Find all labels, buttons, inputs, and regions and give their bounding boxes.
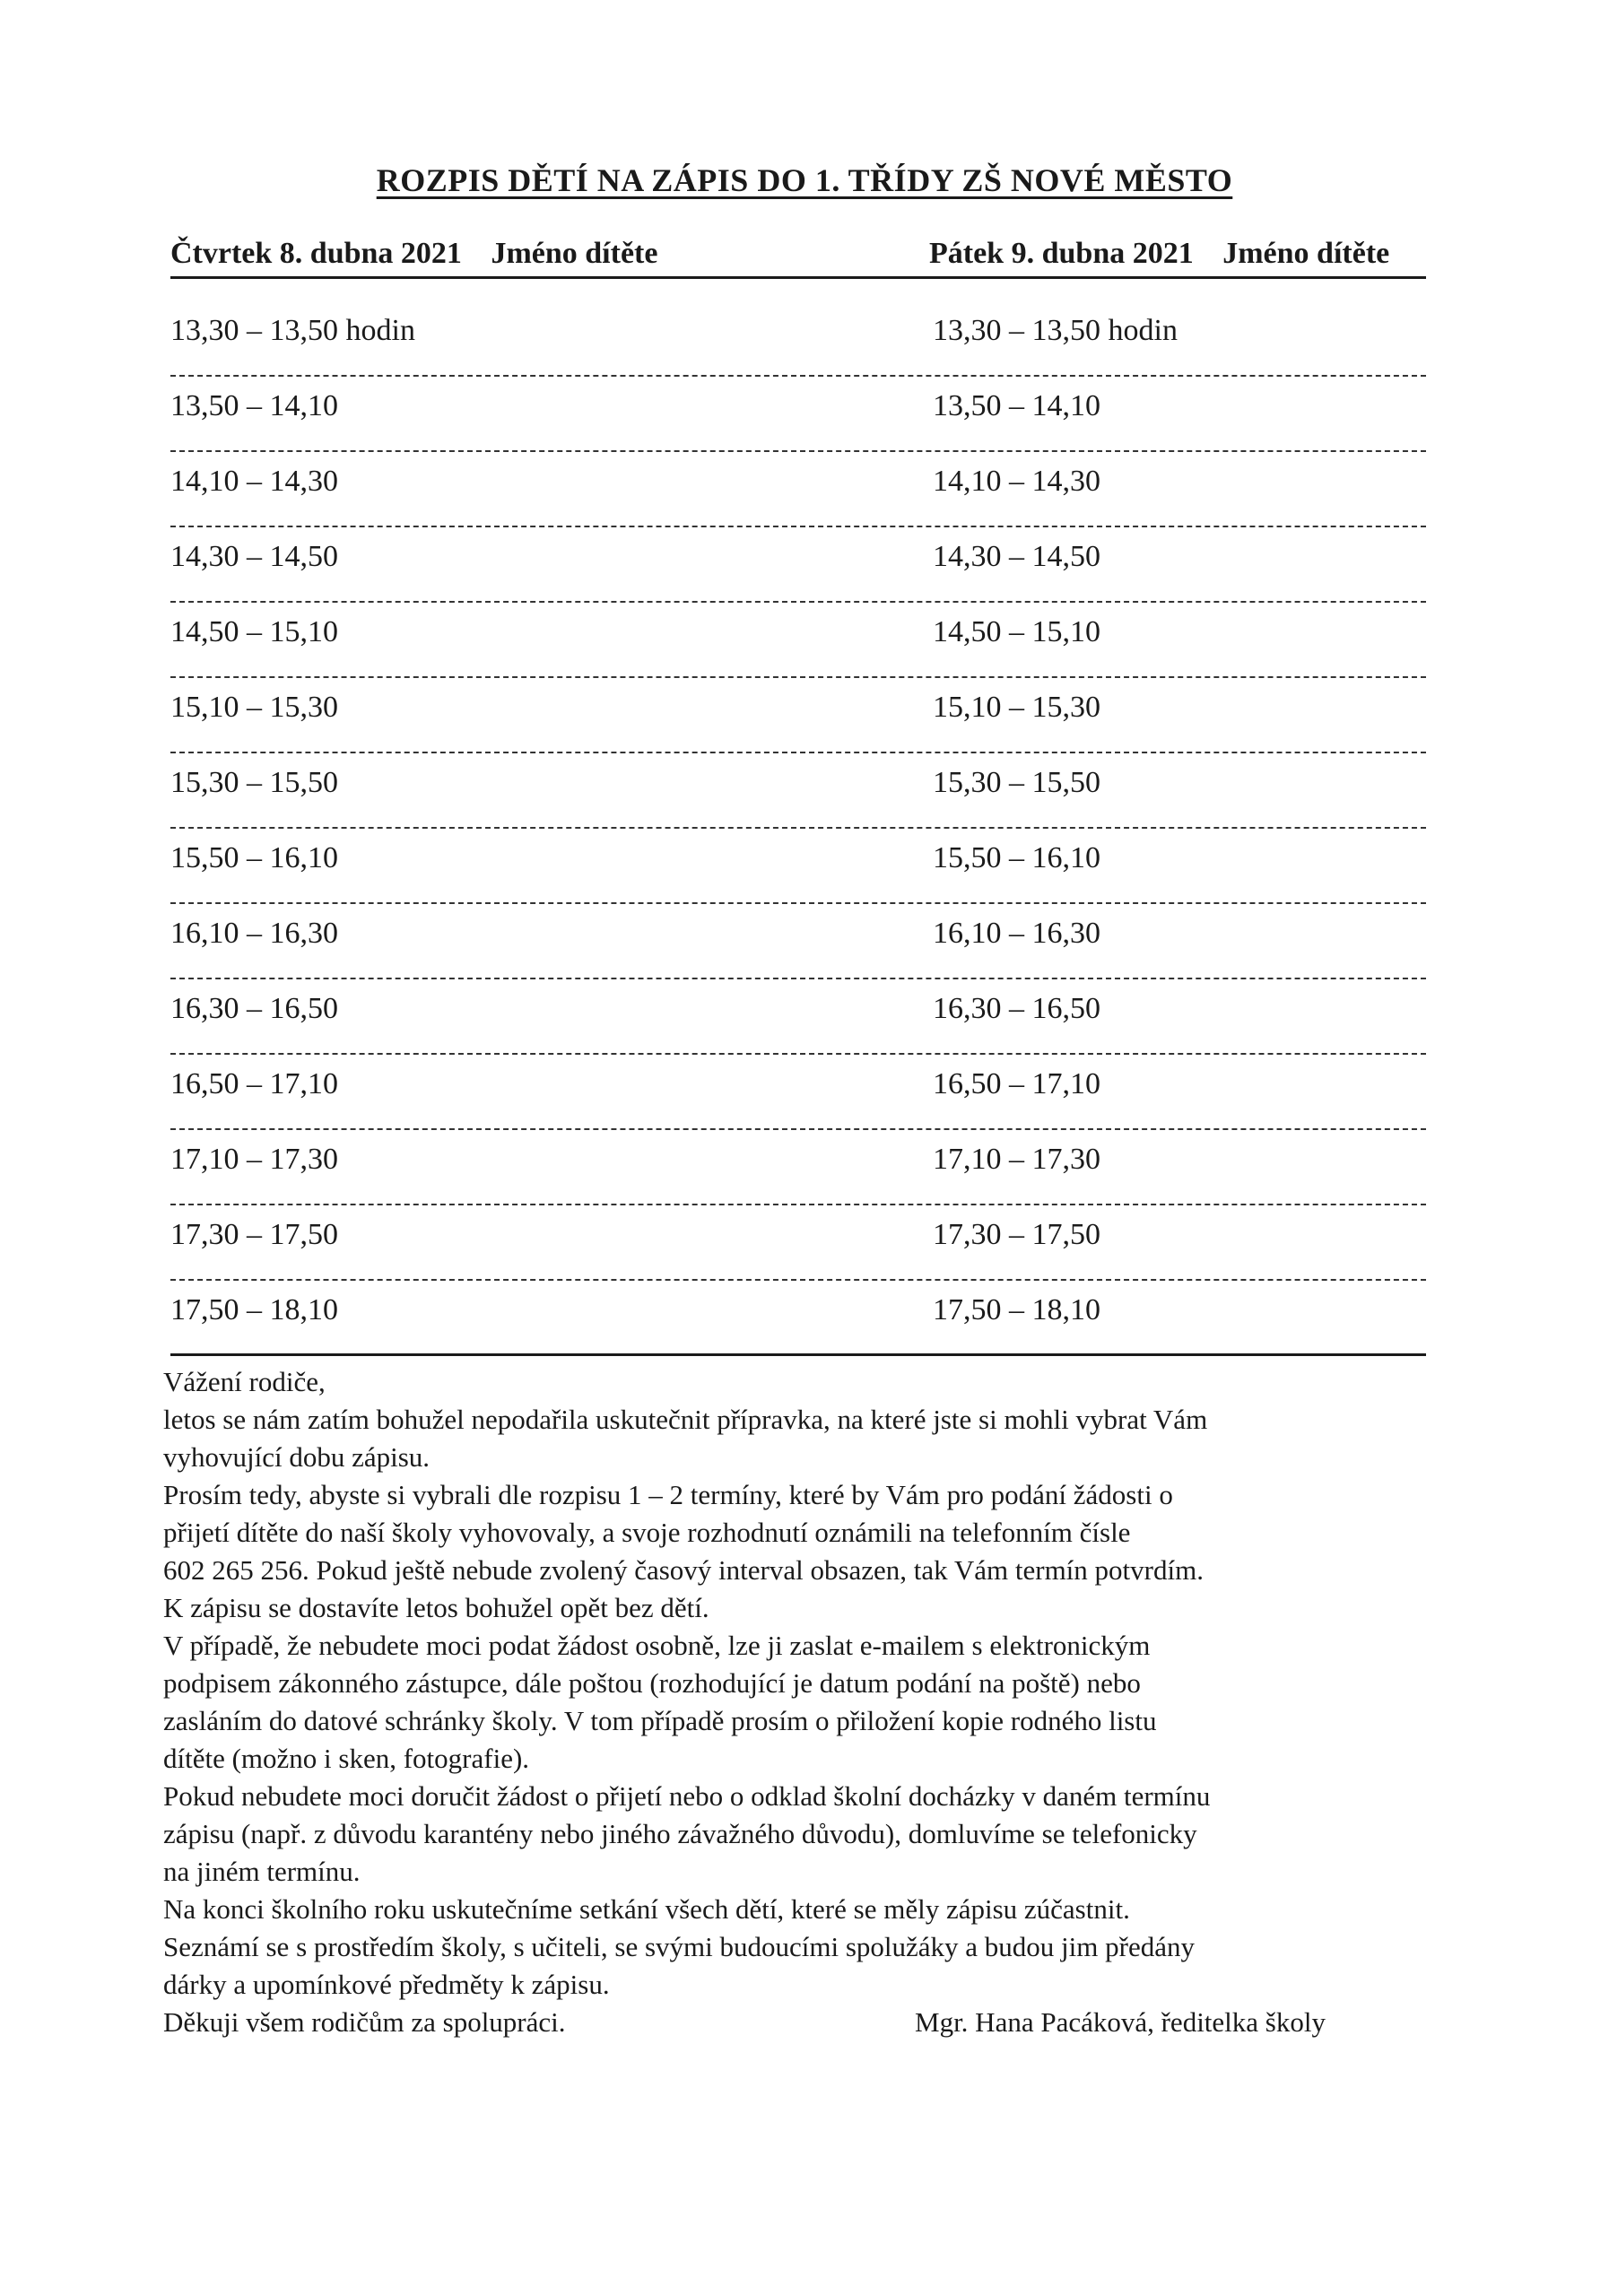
time-slot-row: [170, 377, 1426, 452]
time-slot-friday: 17,50 – 18,10: [933, 1293, 1100, 1326]
time-slot-friday: 15,10 – 15,30: [933, 691, 1100, 724]
time-slot-thursday: 17,50 – 18,10: [170, 1293, 338, 1326]
time-slot-thursday: 13,30 – 13,50 hodin: [170, 314, 415, 347]
time-slot-thursday: 16,30 – 16,50: [170, 992, 338, 1025]
time-slot-row: [170, 301, 1426, 377]
header-child-name-friday: Jméno dítěte: [1222, 237, 1390, 270]
letter-line: Seznámí se s prostředím školy, s učiteli, se svými budoucími spolužáky a budou jim předány: [163, 1931, 1195, 1962]
letter-line: letos se nám zatím bohužel nepodařila uskutečnit přípravka, na které jste si mohli vybrat Vám: [163, 1404, 1208, 1435]
time-slot-friday: 15,30 – 15,50: [933, 766, 1100, 799]
time-slot-row: [170, 452, 1426, 527]
time-slot-row: [170, 603, 1426, 678]
time-slot-row: [170, 1281, 1426, 1356]
time-slot-row: [170, 1205, 1426, 1281]
signature: Mgr. Hana Pacáková, ředitelka školy: [915, 2006, 1326, 2038]
letter-line: zápisu (např. z důvodu karantény nebo jiného závažného důvodu), domluvíme se telefonicky: [163, 1818, 1197, 1849]
time-slot-thursday: 14,10 – 14,30: [170, 465, 338, 498]
letter-line: vyhovující dobu zápisu.: [163, 1441, 431, 1473]
letter-line: na jiném termínu.: [163, 1856, 361, 1887]
header-friday: [929, 237, 1389, 271]
time-slot-row: [170, 527, 1426, 603]
time-slot-thursday: 16,50 – 17,10: [170, 1067, 338, 1100]
document-title: ROZPIS DĚTÍ NA ZÁPIS DO 1. TŘÍDY ZŠ NOVÉ MĚSTO: [376, 162, 1233, 198]
time-slot-thursday: 14,30 – 14,50: [170, 540, 338, 573]
letter-line: K zápisu se dostavíte letos bohužel opět bez dětí.: [163, 1592, 709, 1623]
letter-line: 602 265 256. Pokud ještě nebude zvolený časový interval obsazen, tak Vám termín potvrdím.: [163, 1554, 1204, 1586]
time-slot-friday: 14,30 – 14,50: [933, 540, 1100, 573]
time-slot-thursday: 17,30 – 17,50: [170, 1218, 338, 1251]
time-slot-row: [170, 678, 1426, 753]
time-slot-row: [170, 904, 1426, 979]
time-slot-friday: 14,10 – 14,30: [933, 465, 1100, 498]
letter-line: přijetí dítěte do naší školy vyhovovaly, a svoje rozhodnutí oznámili na telefonním čísle: [163, 1517, 1131, 1548]
letter-line: Na konci školního roku uskutečníme setkání všech dětí, které se měly zápisu zúčastnit.: [163, 1893, 1130, 1925]
time-slot-table: [170, 301, 1426, 1356]
time-slot-row: [170, 829, 1426, 904]
time-slot-thursday: 15,30 – 15,50: [170, 766, 338, 799]
letter-line: Pokud nebudete moci doručit žádost o přijetí nebo o odklad školní docházky v daném termínu: [163, 1780, 1211, 1812]
header-day-friday: Pátek 9. dubna 2021: [929, 237, 1194, 270]
time-slot-thursday: 15,50 – 16,10: [170, 841, 338, 874]
letter-line: podpisem zákonného zástupce, dále poštou (rozhodující je datum podání na poště) nebo: [163, 1667, 1141, 1699]
time-slot-thursday: 14,50 – 15,10: [170, 615, 338, 648]
time-slot-friday: 16,30 – 16,50: [933, 992, 1100, 1025]
header-day-thursday: Čtvrtek 8. dubna 2021: [170, 237, 462, 270]
time-slot-friday: 14,50 – 15,10: [933, 615, 1100, 648]
time-slot-thursday: 13,50 – 14,10: [170, 389, 338, 422]
time-slot-friday: 16,50 – 17,10: [933, 1067, 1100, 1100]
table-header: [170, 237, 1426, 279]
letter-line: Prosím tedy, abyste si vybrali dle rozpisu 1 – 2 termíny, které by Vám pro podání žádosti o: [163, 1479, 1173, 1510]
letter-line: dítěte (možno i sken, fotografie).: [163, 1743, 530, 1774]
header-child-name-thursday: Jméno dítěte: [491, 237, 658, 270]
time-slot-friday: 17,30 – 17,50: [933, 1218, 1100, 1251]
time-slot-row: [170, 1130, 1426, 1205]
time-slot-row: [170, 979, 1426, 1055]
time-slot-row: [170, 1055, 1426, 1130]
time-slot-friday: 13,50 – 14,10: [933, 389, 1100, 422]
time-slot-row: [170, 753, 1426, 829]
time-slot-friday: 16,10 – 16,30: [933, 917, 1100, 950]
time-slot-friday: 13,30 – 13,50 hodin: [933, 314, 1178, 347]
time-slot-friday: 17,10 – 17,30: [933, 1143, 1100, 1176]
closing-row: [163, 2004, 1419, 2041]
closing-thanks: Děkuji všem rodičům za spolupráci.: [163, 2006, 566, 2038]
header-thursday: [170, 237, 657, 271]
time-slot-thursday: 17,10 – 17,30: [170, 1143, 338, 1176]
time-slot-thursday: 16,10 – 16,30: [170, 917, 338, 950]
time-slot-thursday: 15,10 – 15,30: [170, 691, 338, 724]
letter-text: [163, 1363, 1419, 2041]
letter-line: V případě, že nebudete moci podat žádost osobně, lze ji zaslat e-mailem s elektronickým: [163, 1630, 1151, 1661]
letter-line: zasláním do datové schránky školy. V tom případě prosím o přiložení kopie rodného listu: [163, 1705, 1157, 1736]
time-slot-friday: 15,50 – 16,10: [933, 841, 1100, 874]
letter-line: dárky a upomínkové předměty k zápisu.: [163, 1969, 610, 2000]
letter-salutation: Vážení rodiče,: [163, 1366, 326, 1397]
